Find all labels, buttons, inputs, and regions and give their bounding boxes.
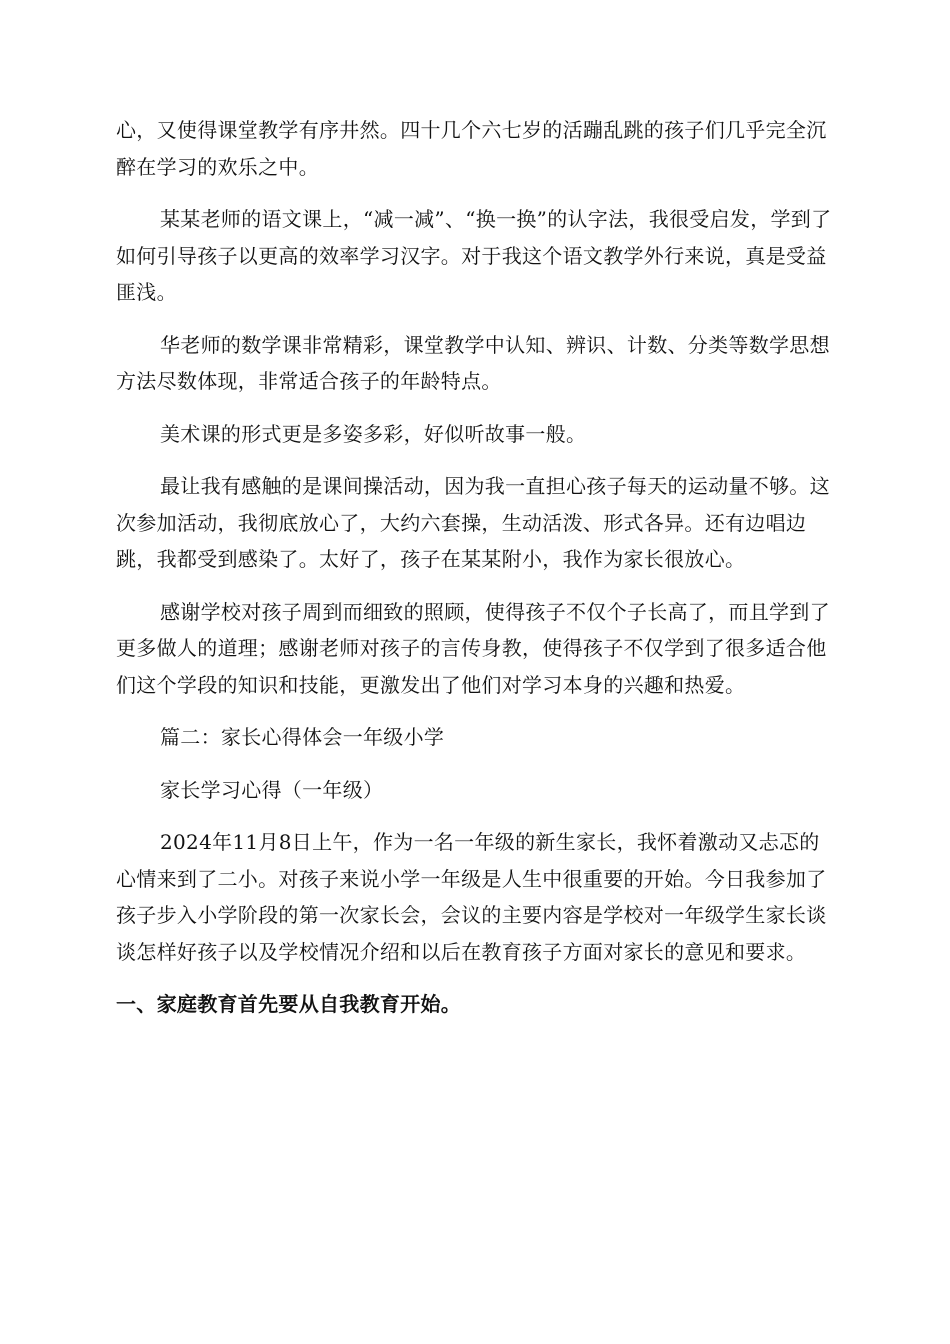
paragraph-continuation: 心，又使得课堂教学有序井然。四十几个六七岁的活蹦乱跳的孩子们几乎完全沉醉在学习的欢乐之中。 [116, 118, 827, 179]
paragraph-art-class: 美术课的形式更是多姿多彩，好似听故事一般。 [160, 421, 587, 446]
paragraph-intro: 2024年11月8日上午，作为一名一年级的新生家长，我怀着激动又忐忑的心情来到了二小。对孩子来说小学一年级是人生中很重要的开始。今日我参加了孩子步入小学阶段的第一次家长会，会议的主要内容是学校对一年级学生家长谈谈怎样好孩子以及学校情况介绍和以后在教育孩子方面对家长的意见和要求。 [116, 830, 827, 964]
section-heading: 一、家庭教育首先要从自我教育开始。 [116, 992, 462, 1016]
paragraph-exercise: 最让我有感触的是课间操活动，因为我一直担心孩子每天的运动量不够。这次参加活动，我彻底放心了，大约六套操，生动活泼、形式各异。还有边唱边跳，我都受到感染了。太好了，孩子在某某附小，我作为家长很放心。 [116, 474, 830, 571]
article-subtitle: 家长学习心得（一年级） [160, 777, 384, 802]
paragraph-math-class: 华老师的数学课非常精彩，课堂教学中认知、辨识、计数、分类等数学思想方法尽数体现，非常适合孩子的年龄特点。 [116, 332, 830, 393]
document-page [116, 112, 836, 1023]
paragraph-chinese-class: 某某老师的语文课上，“减一减”、“换一换”的认字法，我很受启发，学到了如何引导孩子以更高的效率学习汉字。对于我这个语文教学外行来说，真是受益匪浅。 [116, 207, 832, 304]
article-title: 篇二：家长心得体会一年级小学 [160, 725, 445, 749]
paragraph-thanks: 感谢学校对孩子周到而细致的照顾，使得孩子不仅个子长高了，而且学到了更多做人的道理；感谢老师对孩子的言传身教，使得孩子不仅学到了很多适合他们这个学段的知识和技能，更激发出了他们对学习本身的兴趣和热爱。 [116, 599, 830, 697]
